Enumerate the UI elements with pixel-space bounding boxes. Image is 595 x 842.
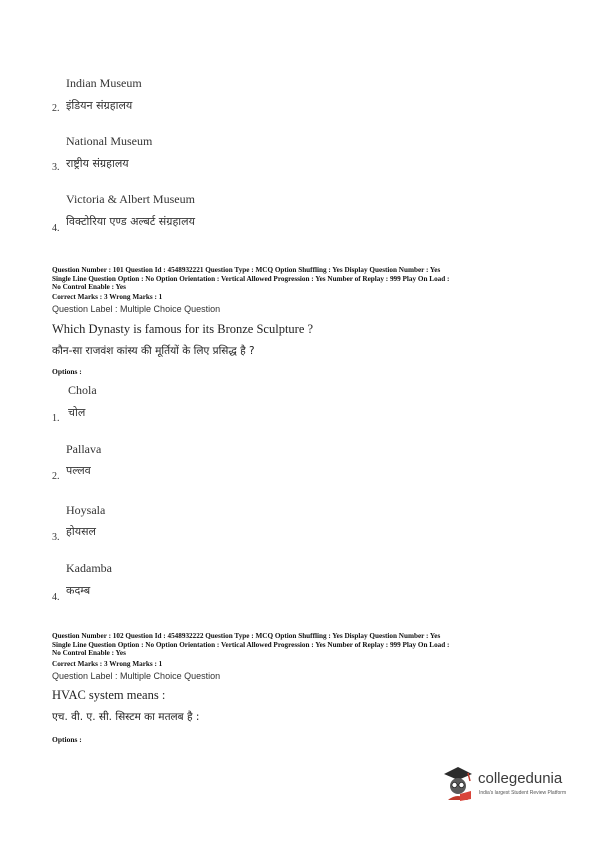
q102-question-label: Question Label : Multiple Choice Question <box>52 671 221 681</box>
q101-marks: Correct Marks : 3 Wrong Marks : 1 <box>52 293 163 301</box>
prev-option-4-number: 4. <box>52 223 60 234</box>
q102-marks: Correct Marks : 3 Wrong Marks : 1 <box>52 660 163 668</box>
q101-option-3-number: 3. <box>52 532 60 543</box>
prev-option-3-hi: राष्ट्रीय संग्रहालय <box>66 157 129 170</box>
q101-option-2-hi: पल्लव <box>66 464 91 477</box>
q101-option-1-number: 1. <box>52 413 60 424</box>
q101-meta <box>52 266 449 292</box>
q101-option-4-hi: कदम्ब <box>66 584 91 597</box>
prev-option-3-en: National Museum <box>66 134 153 148</box>
prev-option-3-number: 3. <box>52 162 60 173</box>
q102-options-label: Options : <box>52 735 82 744</box>
q101-meta-line2: Single Line Question Option : No Option Orientation : Vertical Allowed Progression : Yes Number of Replay : 999 Play On Load : <box>52 274 450 283</box>
logo-tagline: India's largest Student Review Platform <box>479 790 567 796</box>
q102-meta-line3: No Control Enable : Yes <box>52 649 126 657</box>
q101-question-label: Question Label : Multiple Choice Question <box>52 304 221 314</box>
q101-options-label: Options : <box>52 367 82 376</box>
q102-meta-line1: Question Number : 102 Question Id : 4548932222 Question Type : MCQ Option Shuffling : Yes Display Question Number : Yes <box>52 632 441 640</box>
logo-wordmark: collegedunia <box>478 770 563 787</box>
q102-meta-line2: Single Line Question Option : No Option Orientation : Vertical Allowed Progression : Yes Number of Replay : 999 Play On Load : <box>52 640 450 649</box>
prev-option-2-hi: इंडियन संग्रहालय <box>66 99 133 112</box>
q101-option-3-hi: होयसल <box>66 525 96 538</box>
prev-option-2-en: Indian Museum <box>66 76 142 90</box>
collegedunia-logo <box>438 762 583 807</box>
q101-option-1-en: Chola <box>68 383 97 397</box>
q102-meta <box>52 632 449 658</box>
q101-question-text-hi: कौन-सा राजवंश कांस्य की मूर्तियों के लिए प्रसिद्ध है ? <box>52 345 255 357</box>
q102-question-text-en: HVAC system means : <box>52 688 166 702</box>
q101-option-4-en: Kadamba <box>66 561 112 575</box>
q101-option-4-number: 4. <box>52 592 60 603</box>
prev-option-4-en: Victoria & Albert Museum <box>66 192 195 206</box>
q101-option-2-en: Pallava <box>66 442 102 456</box>
q101-question-text-en: Which Dynasty is famous for its Bronze Sculpture ? <box>52 322 314 336</box>
q101-option-2-number: 2. <box>52 471 60 482</box>
graduate-mascot-icon <box>438 762 478 802</box>
q101-meta-line1: Question Number : 101 Question Id : 4548932221 Question Type : MCQ Option Shuffling : Yes Display Question Number : Yes <box>52 266 441 274</box>
q101-meta-line3: No Control Enable : Yes <box>52 283 126 291</box>
q101-option-1-hi: चोल <box>68 406 86 419</box>
q102-question-text-hi: एच. वी. ए. सी. सिस्टम का मतलब है : <box>52 711 200 723</box>
prev-option-2-number: 2. <box>52 103 60 114</box>
q101-option-3-en: Hoysala <box>66 503 106 517</box>
prev-option-4-hi: विक्टोरिया एण्ड अल्बर्ट संग्रहालय <box>66 215 195 228</box>
